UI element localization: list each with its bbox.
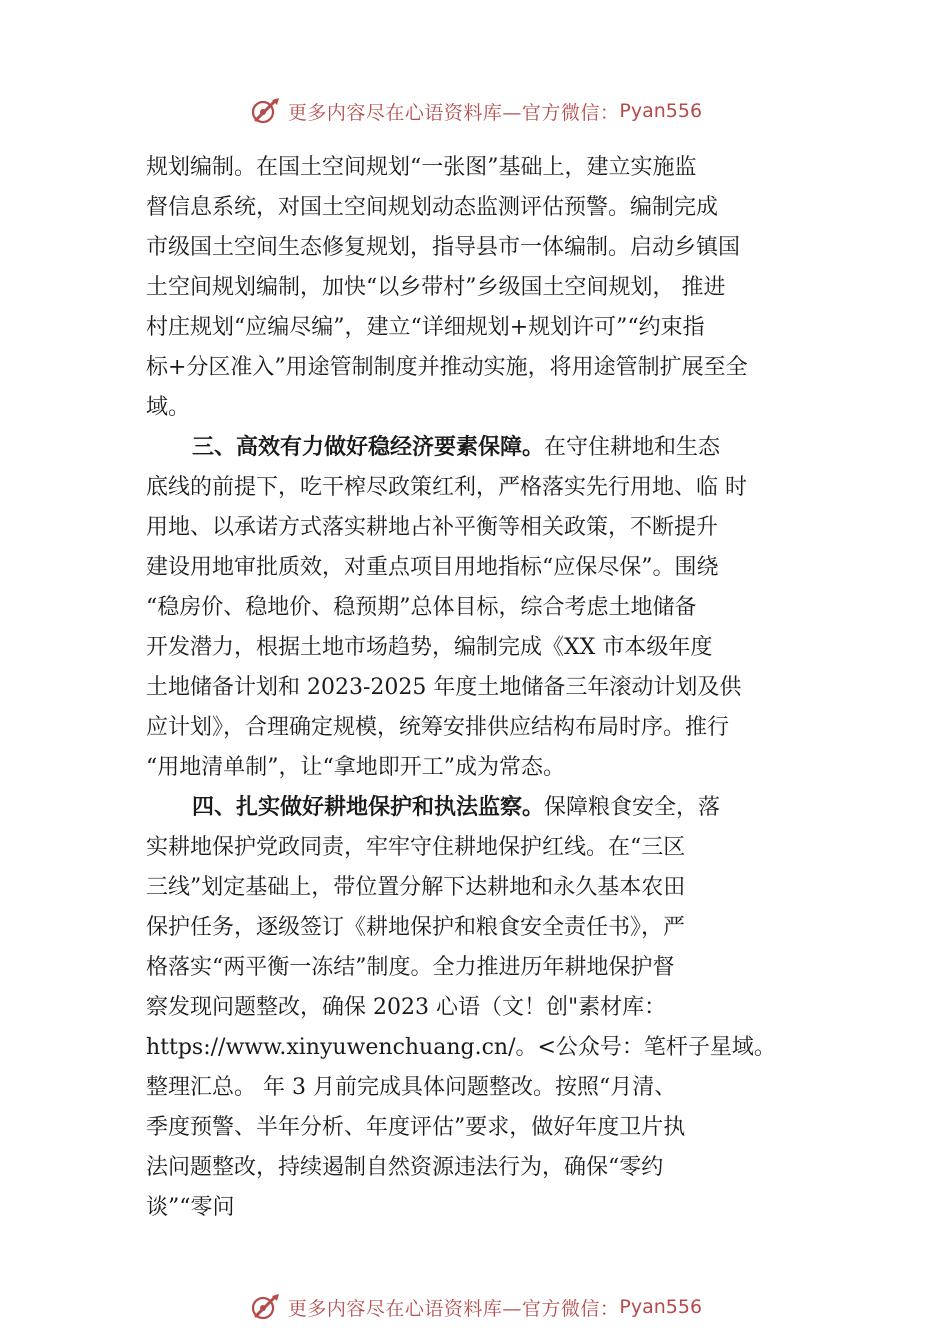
text-line: https://www.xinyuwenchuang.cn/。<公众号：笔杆子星域。 bbox=[146, 1035, 776, 1060]
text-line: 格落实“两平衡一冻结”制度。全力推进历年耕地保护督 bbox=[146, 955, 675, 980]
banner-wechat-id: Pyan556 bbox=[619, 100, 703, 122]
text-run: 保障粮食安全，落 bbox=[544, 795, 721, 820]
text-line: 土空间规划编制，加快“以乡带村”乡级国土空间规划， 推进 bbox=[146, 275, 726, 300]
text-line: 察发现问题整改，确保 2023 心语（文！创"素材库： bbox=[146, 995, 667, 1020]
brush-logo-icon bbox=[248, 96, 282, 126]
text-line: 整理汇总。 年 3 月前完成具体问题整改。按照“月清、 bbox=[146, 1075, 677, 1100]
text-line: 域。 bbox=[146, 395, 191, 420]
text-line: 季度预警、半年分析、年度评估”要求，做好年度卫片执 bbox=[146, 1115, 686, 1140]
text-line: “用地清单制”，让“拿地即开工”成为常态。 bbox=[146, 755, 565, 780]
text-line: 土地储备计划和 2023-2025 年度土地储备三年滚动计划及供 bbox=[146, 675, 742, 700]
footer-banner bbox=[0, 1292, 950, 1322]
text-line: 市级国土空间生态修复规划，指导县市一体编制。启动乡镇国 bbox=[146, 235, 741, 260]
text-line: 谈”“零问 bbox=[146, 1195, 235, 1220]
text-line: 用地、以承诺方式落实耕地占补平衡等相关政策，不断提升 bbox=[146, 515, 719, 540]
text-run: 在守住耕地和生态 bbox=[544, 435, 721, 460]
text-line: 底线的前提下，吃干榨尽政策红利，严格落实先行用地、临 时 bbox=[146, 475, 747, 500]
brush-logo-icon bbox=[248, 1292, 282, 1322]
text-line: “稳房价、稳地价、稳预期”总体目标，综合考虑土地储备 bbox=[146, 595, 697, 620]
banner-text: 更多内容尽在心语资料库—官方微信： bbox=[287, 1297, 620, 1320]
text-line: 建设用地审批质效，对重点项目用地指标“应保尽保”。围绕 bbox=[146, 555, 719, 580]
header-banner bbox=[0, 96, 950, 126]
document-body bbox=[146, 148, 810, 1228]
text-line: 三线”划定基础上，带位置分解下达耕地和永久基本农田 bbox=[146, 875, 686, 900]
section-heading: 四、扎实做好耕地保护和执法监察。 bbox=[192, 795, 545, 820]
section-four-first-line bbox=[146, 788, 810, 828]
text-line: 保护任务，逐级签订《耕地保护和粮食安全责任书》，严 bbox=[146, 915, 686, 940]
section-heading: 三、高效有力做好稳经济要素保障。 bbox=[192, 435, 545, 460]
text-line: 应计划》，合理确定规模，统筹安排供应结构布局时序。推行 bbox=[146, 715, 730, 740]
text-line: 标+分区准入”用途管制制度并推动实施，将用途管制扩展至全 bbox=[146, 355, 748, 380]
banner-wechat-id: Pyan556 bbox=[619, 1296, 703, 1318]
banner-text: 更多内容尽在心语资料库—官方微信： bbox=[287, 101, 620, 124]
text-line: 法问题整改，持续遏制自然资源违法行为，确保“零约 bbox=[146, 1155, 664, 1180]
text-line: 村庄规划“应编尽编”，建立“详细规划+规划许可”“约束指 bbox=[146, 315, 705, 340]
text-line: 实耕地保护党政同责，牢牢守住耕地保护红线。在“三区 bbox=[146, 835, 686, 860]
section-three-first-line bbox=[146, 428, 810, 468]
text-line: 督信息系统，对国土空间规划动态监测评估预警。编制完成 bbox=[146, 195, 719, 220]
text-line: 开发潜力，根据土地市场趋势，编制完成《XX 市本级年度 bbox=[146, 635, 713, 660]
text-line: 规划编制。在国土空间规划“一张图”基础上，建立实施监 bbox=[146, 155, 697, 180]
